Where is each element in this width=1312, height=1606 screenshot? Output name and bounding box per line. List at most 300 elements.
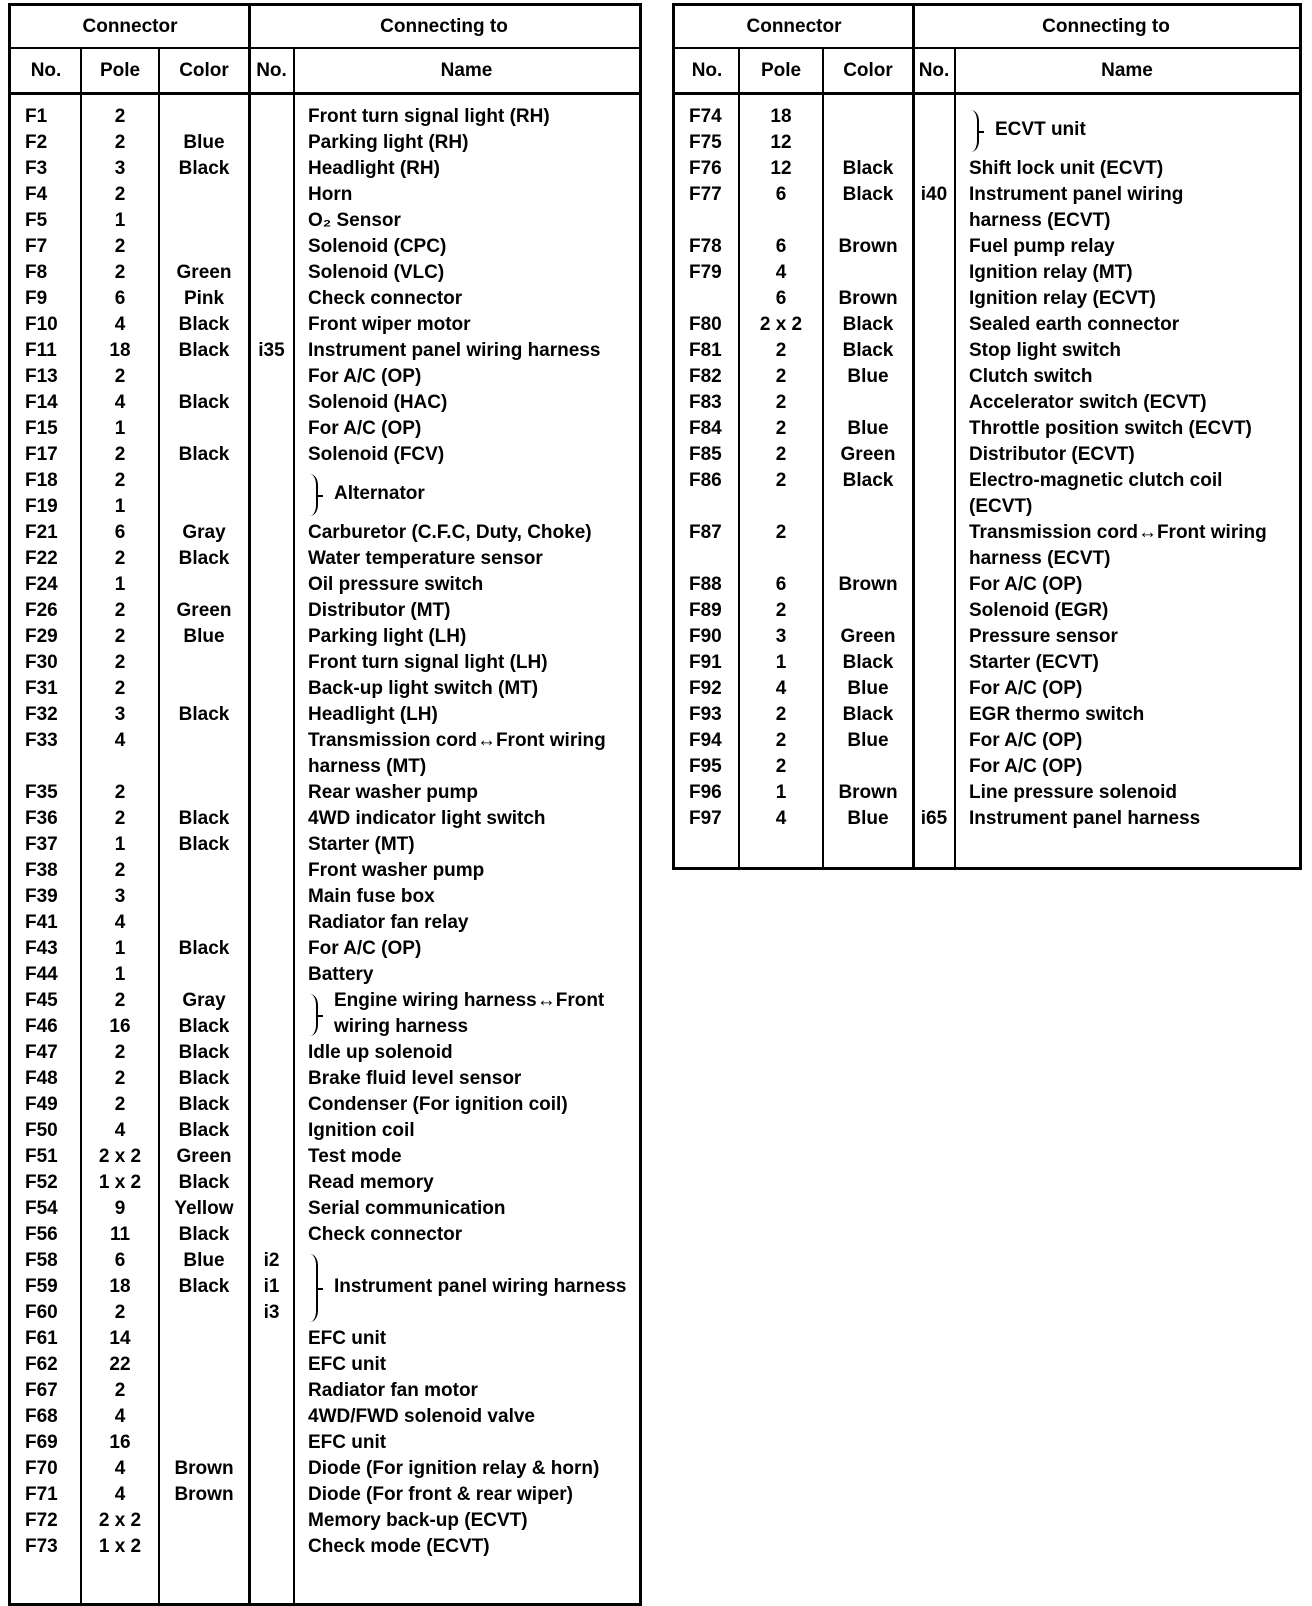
cell-color: Black [178,1016,230,1037]
name-line: Radiator fan relay [308,912,469,933]
cell-no: F74 [689,106,722,127]
cell-no: F85 [689,444,722,465]
cell-no: F49 [25,1094,58,1115]
name-line: Diode (For front & rear wiper) [308,1484,573,1505]
name-line: harness (ECVT) [969,548,1111,569]
name-line: Front washer pump [308,860,485,881]
column-header-cno: No. [913,49,955,95]
cell-name [308,912,635,938]
cell-name [969,574,1295,600]
name-line: (ECVT) [969,496,1033,517]
name-line: EFC unit [308,1328,387,1349]
cell-no: F50 [25,1120,58,1141]
cell-color: Blue [847,418,889,439]
cell-color: Gray [182,990,226,1011]
cell-pole: 18 [109,1276,131,1297]
name-line: Solenoid (CPC) [308,236,447,257]
cell-pole: 3 [114,886,126,907]
cell-color: Gray [182,522,226,543]
cell-no: F52 [25,1172,58,1193]
cell-color: Black [178,834,230,855]
brace-group-label: Engine wiring harness↔Front [334,990,605,1011]
cell-color: Black [842,704,894,725]
cell-pole: 2 [775,704,787,725]
cell-pole: 3 [114,704,126,725]
cell-name [308,288,635,314]
cell-name [969,782,1295,808]
cell-pole: 11 [109,1224,131,1245]
cell-name [308,1068,635,1094]
name-line: Sealed earth connector [969,314,1180,335]
cell-name [308,1536,635,1562]
cell-no: F33 [25,730,58,751]
cell-color: Green [176,262,232,283]
cell-pole: 2 [114,1068,126,1089]
cell-pole: 2 [775,418,787,439]
cell-name [308,1198,635,1224]
cell-color: Black [178,392,230,413]
cell-name [308,132,635,158]
name-line: Front wiper motor [308,314,471,335]
cell-cno: i2 [263,1250,280,1271]
cell-name [969,704,1295,730]
cell-pole: 2 [114,1042,126,1063]
name-line: 4WD indicator light switch [308,808,546,829]
cell-no: F11 [25,340,57,361]
cell-pole: 2 [114,808,126,829]
cell-name [969,366,1295,392]
cell-name [308,392,635,418]
cell-name [969,470,1295,522]
cell-pole: 1 [114,496,126,517]
cell-name [308,262,635,288]
cell-no: F19 [25,496,58,517]
cell-name [969,808,1295,834]
cell-name [969,652,1295,678]
name-line: Front turn signal light (RH) [308,106,550,127]
cell-no: F68 [25,1406,58,1427]
column-header-cno: No. [249,49,294,95]
cell-color: Black [842,314,894,335]
cell-cno: i65 [920,808,948,829]
name-line: Condenser (For ignition coil) [308,1094,568,1115]
cell-pole: 3 [114,158,126,179]
cell-pole: 2 [775,600,787,621]
cell-name [969,184,1295,236]
cell-no: F7 [25,236,48,257]
cell-color: Blue [847,678,889,699]
cell-name [308,236,635,262]
cell-no: F60 [25,1302,58,1323]
cell-color: Black [178,548,230,569]
cell-no: F61 [25,1328,58,1349]
name-line: Fuel pump relay [969,236,1115,257]
cell-no: F54 [25,1198,58,1219]
column-divider [954,49,956,870]
name-line: Solenoid (HAC) [308,392,448,413]
name-line: Starter (MT) [308,834,415,855]
name-line: Solenoid (VLC) [308,262,445,283]
name-line: Carburetor (C.F.C, Duty, Choke) [308,522,592,543]
name-line: 4WD/FWD solenoid valve [308,1406,535,1427]
brace-group-label: Instrument panel wiring harness [334,1276,627,1297]
name-line: Transmission cord↔Front wiring [308,730,606,751]
cell-pole: 4 [114,1458,126,1479]
cell-no: F86 [689,470,722,491]
cell-no: F87 [689,522,722,543]
cell-name [308,106,635,132]
cell-no: F45 [25,990,58,1011]
cell-name [308,574,635,600]
name-line: Horn [308,184,353,205]
cell-no: F26 [25,600,58,621]
cell-pole: 16 [109,1432,131,1453]
cell-color: Brown [838,236,898,257]
name-line: For A/C (OP) [969,678,1083,699]
name-line: Ignition coil [308,1120,415,1141]
cell-pole: 2 [114,678,126,699]
cell-pole: 1 [114,938,126,959]
cell-no: F75 [689,132,722,153]
cell-no: F76 [689,158,722,179]
column-divider [293,49,295,1606]
column-header-name: Name [294,49,639,95]
cell-no: F51 [25,1146,58,1167]
name-line: Check connector [308,1224,463,1245]
cell-color: Black [178,158,230,179]
cell-no: F44 [25,964,58,985]
cell-pole: 6 [775,236,787,257]
cell-name [308,1432,635,1458]
cell-no: F72 [25,1510,58,1531]
column-divider [248,6,251,1606]
cell-color: Blue [847,730,889,751]
cell-pole: 6 [114,288,126,309]
name-line: harness (ECVT) [969,210,1111,231]
cell-color: Blue [183,1250,225,1271]
cell-no: F90 [689,626,722,647]
cell-color: Green [176,600,232,621]
cell-cno: i40 [920,184,948,205]
cell-no: F32 [25,704,58,725]
cell-name [308,548,635,574]
name-line: Test mode [308,1146,402,1167]
cell-no: F97 [689,808,722,829]
brace-group-label: ECVT unit [995,119,1086,140]
name-line: Distributor (ECVT) [969,444,1135,465]
cell-name [969,600,1295,626]
cell-cno: i1 [263,1276,280,1297]
cell-pole: 2 [114,860,126,881]
cell-pole: 4 [114,1484,126,1505]
cell-color: Black [178,1224,230,1245]
cell-name [969,522,1295,574]
cell-name [969,288,1295,314]
cell-color: Green [176,1146,232,1167]
name-line: Instrument panel harness [969,808,1201,829]
cell-pole: 2 [114,782,126,803]
name-line: Pressure sensor [969,626,1118,647]
cell-name [308,340,635,366]
name-line: EGR thermo switch [969,704,1145,725]
cell-name [969,730,1295,756]
cell-no: F95 [689,756,722,777]
name-line: Line pressure solenoid [969,782,1177,803]
cell-name [308,158,635,184]
name-line: Shift lock unit (ECVT) [969,158,1164,179]
cell-no: F83 [689,392,722,413]
cell-pole: 1 [114,834,126,855]
group-header-connecting-to: Connecting to [913,6,1299,49]
cell-no: F70 [25,1458,58,1479]
cell-no: F47 [25,1042,58,1063]
cell-no: F79 [689,262,722,283]
cell-name [308,860,635,886]
name-line: Ignition relay (MT) [969,262,1133,283]
name-line: Accelerator switch (ECVT) [969,392,1207,413]
cell-no: F30 [25,652,58,673]
cell-pole: 2 [114,600,126,621]
name-line: Check connector [308,288,463,309]
cell-name [969,236,1295,262]
cell-pole: 4 [114,1406,126,1427]
cell-no: F2 [25,132,48,153]
cell-pole: 4 [114,392,126,413]
cell-pole: 18 [770,106,792,127]
brace-icon [971,110,979,152]
cell-name [308,1094,635,1120]
cell-name [308,1042,635,1068]
cell-no: F58 [25,1250,58,1271]
cell-pole: 1 [114,210,126,231]
name-line: Throttle position switch (ECVT) [969,418,1252,439]
cell-name [969,626,1295,652]
name-line: Parking light (LH) [308,626,467,647]
cell-no: F69 [25,1432,58,1453]
cell-no: F14 [25,392,58,413]
name-line: Instrument panel wiring harness [308,340,601,361]
name-line: For A/C (OP) [308,418,422,439]
cell-pole: 1 [114,964,126,985]
cell-no: F59 [25,1276,58,1297]
cell-no: F82 [689,366,722,387]
name-line: Instrument panel wiring [969,184,1184,205]
cell-pole: 2 [114,470,126,491]
cell-pole: 4 [775,678,787,699]
brace-icon [310,994,318,1036]
cell-no: F88 [689,574,722,595]
name-line: For A/C (OP) [969,756,1083,777]
cell-no: F36 [25,808,58,829]
cell-pole: 4 [114,912,126,933]
cell-no: F37 [25,834,58,855]
cell-name [308,1458,635,1484]
cell-no: F22 [25,548,58,569]
name-line: Parking light (RH) [308,132,469,153]
cell-pole: 4 [114,1120,126,1141]
cell-color: Black [842,470,894,491]
cell-color: Black [178,314,230,335]
cell-name [308,678,635,704]
connector-table-left [8,3,642,1606]
cell-color: Brown [838,782,898,803]
cell-no: F41 [25,912,58,933]
name-line: Back-up light switch (MT) [308,678,539,699]
column-header-color: Color [159,49,249,95]
cell-color: Black [842,158,894,179]
cell-pole: 1 x 2 [98,1536,142,1557]
name-line: Read memory [308,1172,434,1193]
cell-color: Black [178,444,230,465]
cell-pole: 6 [114,1250,126,1271]
column-header-pole: Pole [81,49,159,95]
cell-pole: 12 [770,158,792,179]
name-line: harness (MT) [308,756,427,777]
cell-no: F4 [25,184,48,205]
name-line: Check mode (ECVT) [308,1536,490,1557]
name-line: Stop light switch [969,340,1121,361]
cell-pole: 2 [114,1302,126,1323]
cell-pole: 2 [775,340,787,361]
cell-pole: 2 x 2 [98,1146,142,1167]
cell-name [308,1120,635,1146]
cell-no: F80 [689,314,722,335]
name-line: Radiator fan motor [308,1380,478,1401]
cell-pole: 2 [114,262,126,283]
cell-no: F17 [25,444,58,465]
cell-no: F77 [689,184,722,205]
column-header-color: Color [823,49,913,95]
name-line: EFC unit [308,1354,387,1375]
brace-icon [310,1254,318,1322]
cell-name [308,1328,635,1354]
name-line: Starter (ECVT) [969,652,1099,673]
name-line: For A/C (OP) [969,730,1083,751]
cell-name [308,522,635,548]
cell-no: F56 [25,1224,58,1245]
cell-pole: 2 [114,1380,126,1401]
column-header-no: No. [675,49,739,95]
cell-name [308,1172,635,1198]
cell-name [308,886,635,912]
cell-color: Brown [174,1458,234,1479]
name-line: Front turn signal light (LH) [308,652,548,673]
cell-no: F96 [689,782,722,803]
cell-no: F3 [25,158,48,179]
cell-pole: 18 [109,340,131,361]
cell-pole: 14 [109,1328,131,1349]
cell-pole: 2 [114,626,126,647]
cell-pole: 4 [775,808,787,829]
cell-no: F35 [25,782,58,803]
cell-name [969,392,1295,418]
cell-color: Blue [183,626,225,647]
cell-pole: 1 [775,782,787,803]
cell-no: F13 [25,366,58,387]
cell-pole: 1 [775,652,787,673]
cell-no: F71 [25,1484,58,1505]
cell-pole: 16 [109,1016,131,1037]
cell-pole: 2 [114,132,126,153]
cell-name [308,704,635,730]
cell-color: Black [842,184,894,205]
cell-color: Black [178,938,230,959]
cell-no: F91 [689,652,722,673]
cell-name [308,1224,635,1250]
cell-color: Black [178,1172,230,1193]
cell-color: Black [178,340,230,361]
cell-color: Black [178,1276,230,1297]
cell-color: Pink [183,288,225,309]
name-line: For A/C (OP) [308,938,422,959]
cell-name [308,938,635,964]
cell-name [308,730,635,782]
cell-color: Black [842,340,894,361]
name-line: Diode (For ignition relay & horn) [308,1458,600,1479]
cell-pole: 2 [775,522,787,543]
cell-no: F31 [25,678,58,699]
cell-pole: 2 [114,184,126,205]
name-line: Clutch switch [969,366,1093,387]
cell-name [969,262,1295,288]
name-line: Solenoid (EGR) [969,600,1109,621]
cell-name [308,1380,635,1406]
cell-no: F29 [25,626,58,647]
cell-color: Black [178,808,230,829]
name-line: EFC unit [308,1432,387,1453]
cell-no: F15 [25,418,58,439]
cell-name [308,964,635,990]
name-line: Distributor (MT) [308,600,451,621]
cell-no: F24 [25,574,58,595]
cell-pole: 2 [775,366,787,387]
cell-no: F81 [689,340,722,361]
cell-name [969,314,1295,340]
name-line: Idle up solenoid [308,1042,453,1063]
cell-name [969,158,1295,184]
cell-color: Black [842,652,894,673]
cell-pole: 2 [775,470,787,491]
cell-name [308,600,635,626]
cell-name [308,210,635,236]
cell-name [308,1354,635,1380]
cell-name [308,1510,635,1536]
cell-no: F8 [25,262,48,283]
name-line: Ignition relay (ECVT) [969,288,1156,309]
cell-color: Brown [838,574,898,595]
cell-name [308,444,635,470]
cell-name [308,184,635,210]
name-line: Oil pressure switch [308,574,484,595]
cell-no: F62 [25,1354,58,1375]
cell-name [969,418,1295,444]
name-line: Headlight (RH) [308,158,440,179]
cell-pole: 2 [114,1094,126,1115]
name-line: Transmission cord↔Front wiring [969,522,1267,543]
cell-name [308,652,635,678]
cell-pole: 1 [114,574,126,595]
cell-no: F10 [25,314,58,335]
name-line: Main fuse box [308,886,435,907]
cell-color: Black [178,1042,230,1063]
cell-pole: 2 [114,548,126,569]
cell-pole: 6 [114,522,126,543]
cell-no: F1 [25,106,48,127]
cell-color: Yellow [174,1198,234,1219]
cell-name [308,782,635,808]
cell-color: Green [840,444,896,465]
cell-name [969,340,1295,366]
